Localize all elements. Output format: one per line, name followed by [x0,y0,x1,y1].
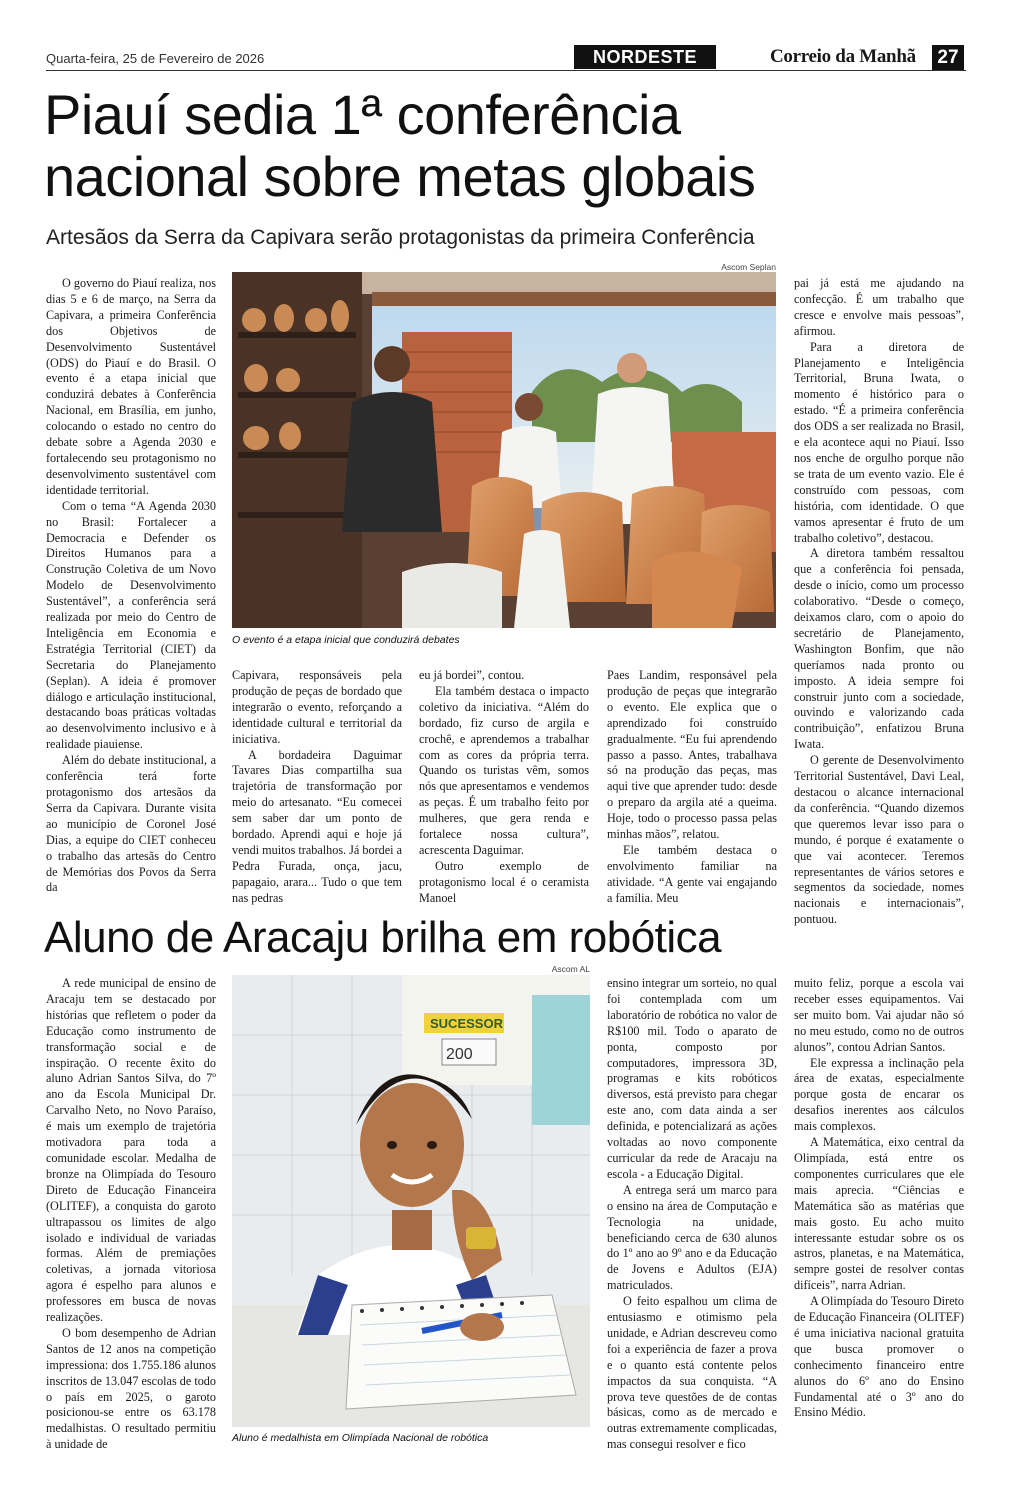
paragraph: A Matemática, eixo central da Olimpíada, está entre os componentes curriculares que ele mais aprecia. “Ciências e Matemática são as matérias que mais gosto. Eu acho muito interessante estudar sobre os os astros, planetas, e na Matemática, sempre gostei de resolver contas difíceis”, narra Adrian. [794,1135,964,1293]
paragraph: muito feliz, porque a escola vai receber esses equipamentos. Vai ser muito bom. Vai ajudar não só no meu estudo, como no de outros alunos”, contou Adrian Santos. [794,976,964,1054]
article2-headline: Aluno de Aracaju brilha em robótica [44,913,722,962]
newspaper-name[interactable]: Correio da Manhã [770,46,916,67]
paragraph: A Olimpíada do Tesouro Direto de Educação Financeira (OLITEF) é uma iniciativa nacional gratuita que busca promover o conhecimento financeiro entre alunos do 6º ano do Ensino Fundamental até o 3º ano do Ensino Médio. [794,1294,964,1420]
page-number: 27 [932,45,964,71]
paragraph: O governo do Piauí realiza, nos dias 5 e 6 de março, na Serra da Capivara, a primeira Conferência dos Objetivos de Desenvolvimento Sustentável (ODS) do Piauí e do Brasil. O evento é a etapa inicial que conduzirá debates à Conferência Nacional, em Brasília, em junho, colocando o estado no centro do debate sobre a Agenda 2030 e fortalecendo seu protagonismo no desenvolvimento sustentável com identidade territorial. [46,276,216,497]
paragraph: Capivara, responsáveis pela produção de peças de bordado que integrarão o evento, reforçando a identidade cultural e territorial da iniciativa. [232,668,402,746]
paragraph: Outro exemplo de protagonismo local é o ceramista Manoel [419,858,589,905]
paragraph: A bordadeira Daguimar Tavares Dias compartilha sua trajetória de transformação por meio do artesanato. “Eu comecei sem saber dar um ponto de bordado. Aprendi aqui e hoje já vendi muitos trabalhos. Já bordei a Pedra Furada, onça, jacu, papagaio, arara... Tudo o que tem nas pedras [232,747,402,905]
paragraph: Além do debate institucional, a conferência terá forte protagonismo dos artesãos da Serra da Capivara. Durante visita ao município de Coronel José Dias, a equipe do CIET conheceu o trabalho das artesãs do Centro de Memórias dos Povos da Serra da [46,753,216,895]
section-tag[interactable]: NORDESTE [574,45,716,69]
article1-subtitle: Artesãos da Serra da Capivara serão protagonistas da primeira Conferência [46,226,755,249]
board-label: SUCESSOR [430,1016,503,1031]
article2-photo-student [232,975,590,1427]
article1-column-4 [607,668,777,905]
article1-headline [44,84,974,208]
paragraph: pai já está me ajudando na confecção. É um trabalho que cresce e envolve mais pessoas”, afirmou. [794,276,964,338]
article2-column-1 [46,976,216,1456]
article1-photo-credit: Ascom Seplan [721,262,776,272]
paragraph: A entrega será um marco para o ensino na área de Computação e Tecnologia na unidade, beneficiando cerca de 630 alunos do 1º ano ao 9º ano e da Educação de Jovens e Adultos (EJA) matriculados. [607,1182,777,1293]
paragraph: O feito espalhou um clima de entusiasmo e otimismo pela unidade, e Adrian descreveu como foi a experiência de fazer a prova e o quanto está contente pelos impactos da sua conquista. “A prova teve questões de de contas básicas, como as de mercado e outras extremamente complicadas, mas consegui resolver e fico [607,1294,777,1452]
paragraph: A rede municipal de ensino de Aracaju tem se destacado por histórias que refletem o poder da Educação como instrumento de transformação social e de inspiração. O recente êxito do aluno Adrian Santos Silva, do 7º ano da Escola Municipal Dr. Carvalho Neto, no Novo Paraíso, é mais um exemplo de trajetória motivadora para toda a comunidade escolar. Medalha de bronze na Olimpíada do Tesouro Direto de Educação Financeira (OLITEF), a conquista do garoto ultrapassou os limites de algo isolado e individual de variadas formas. Além de premiações coletivas, a jornada vitoriosa agora é espelho para alunos e professores em busca de novas realizações. [46,976,216,1325]
article1-column-2 [232,668,402,905]
paragraph: A diretora também ressaltou que a conferência foi pensada, desde o início, como um processo colaborativo. “Desde o começo, deixamos claro, com o apoio do secretário de Planejamento, Washington Bonfim, que não queríamos nada pronto ou imposto. A ideia sempre foi construir junto com a sociedade, ouvindo e valorizando cada contribuição”, enfatizou Bruna Iwata. [794,546,964,752]
paragraph: Paes Landim, responsável pela produção de peças que integrarão o evento. Ele explica que o aprendizado foi construído gradualmente. “Eu fui aprendendo passo a passo. Antes, trabalhava só na produção das peças, mas aqui tive que aprender tudo: desde o preparo da argila até a queima. Hoje, todo o processo passa pelas minhas mãos”, relatou. [607,668,777,842]
paragraph: Ele expressa a inclinação pela área de exatas, especialmente porque gosta de encarar os desafios inerentes aos cálculos mais complexos. [794,1055,964,1134]
paragraph: eu já bordei”, contou. [419,668,525,682]
article2-photo-credit: Ascom AL [551,964,590,974]
paragraph: O gerente de Desenvolvimento Territorial Sustentável, Davi Leal, destacou o alcance internacional da conferência. “Quando dizemos que queremos levar isso para o mundo, é porque é exatamente o que vai acontecer. Teremos representantes de vários setores e segmentos da sociedade, nomes nacionais e internacionais”, pontuou. [794,753,964,927]
paragraph: ensino integrar um sorteio, no qual foi contemplada com um laboratório de robótica no valor de R$100 mil. Todo o aparato de ponta, composto por computadores, impressora 3D, programas e kits robóticos diversos, está previsto para chegar este ano, com data ainda a ser definida, e potencializará as ações voltadas ao novo componente curricular da rede de Aracaju na escola - a Educação Digital. [607,976,777,1181]
paragraph: Para a diretora de Planejamento e Inteligência Territorial, Bruna Iwata, o momento é histórico para o estado. “É a primeira conferência dos ODS a ser realizada no Brasil, e ela acontece aqui no Piauí. Isso nos enche de orgulho porque não se trata de um evento vazio. Ele é construído com pessoas, com história, com identidade. O que vamos apresentar é fruto de um trabalho coletivo”, destacou. [794,339,964,545]
article1-column-3 [419,668,589,905]
article1-photo-pottery-workshop [232,272,776,628]
board-number: 200 [446,1046,473,1063]
paragraph: O bom desempenho de Adrian Santos de 12 anos na competição impressiona: dos 1.755.186 alunos inscritos de 13.047 escolas de todo o país em 2025, o garoto posicionou-se entre os 63.178 medalhistas. O resultado permitiu à unidade de [46,1325,216,1452]
article1-headline-line1: Piauí sedia 1ª conferência [44,83,681,146]
article2-column-2 [607,976,777,1456]
paragraph: Ele também destaca o envolvimento familiar na atividade. “A gente vai engajando a família. Meu [607,842,777,905]
article2-photo-caption: Aluno é medalhista em Olimpíada Nacional de robótica [232,1432,489,1444]
article1-column-1 [46,276,216,896]
paragraph: Ela também destaca o impacto coletivo da iniciativa. “Além do bordado, fiz curso de argila e crochê, e aprendemos a trabalhar com as cores da própria terra. Quando os turistas vêm, somos nós que apresentamos e vendemos as peças. É um trabalho feito por mulheres, que gera renda e fortalece nossa cultura”, acrescenta Daguimar. [419,683,589,857]
header-divider [46,70,966,71]
article1-headline-line2: nacional sobre metas globais [44,145,756,208]
article1-photo-caption: O evento é a etapa inicial que conduzirá debates [232,634,460,646]
paragraph: Com o tema “A Agenda 2030 no Brasil: Fortalecer a Democracia e Defender os Direitos Humanos para a Construção Coletiva de um Novo Modelo de Desenvolvimento Sustentável”, a conferência será realizada por meio do Centro de Inteligência em Economia e Estratégia Territorial (CIET) da Secretaria do Planejamento (Seplan). A ideia é promover diálogo e articulação institucional, destacando boas práticas voltadas ao desenvolvimento inclusivo e à realidade piauiense. [46,498,216,752]
edition-date: Quarta-feira, 25 de Fevereiro de 2026 [46,51,265,66]
article1-column-5 [794,276,964,927]
article2-column-3 [794,976,964,1456]
